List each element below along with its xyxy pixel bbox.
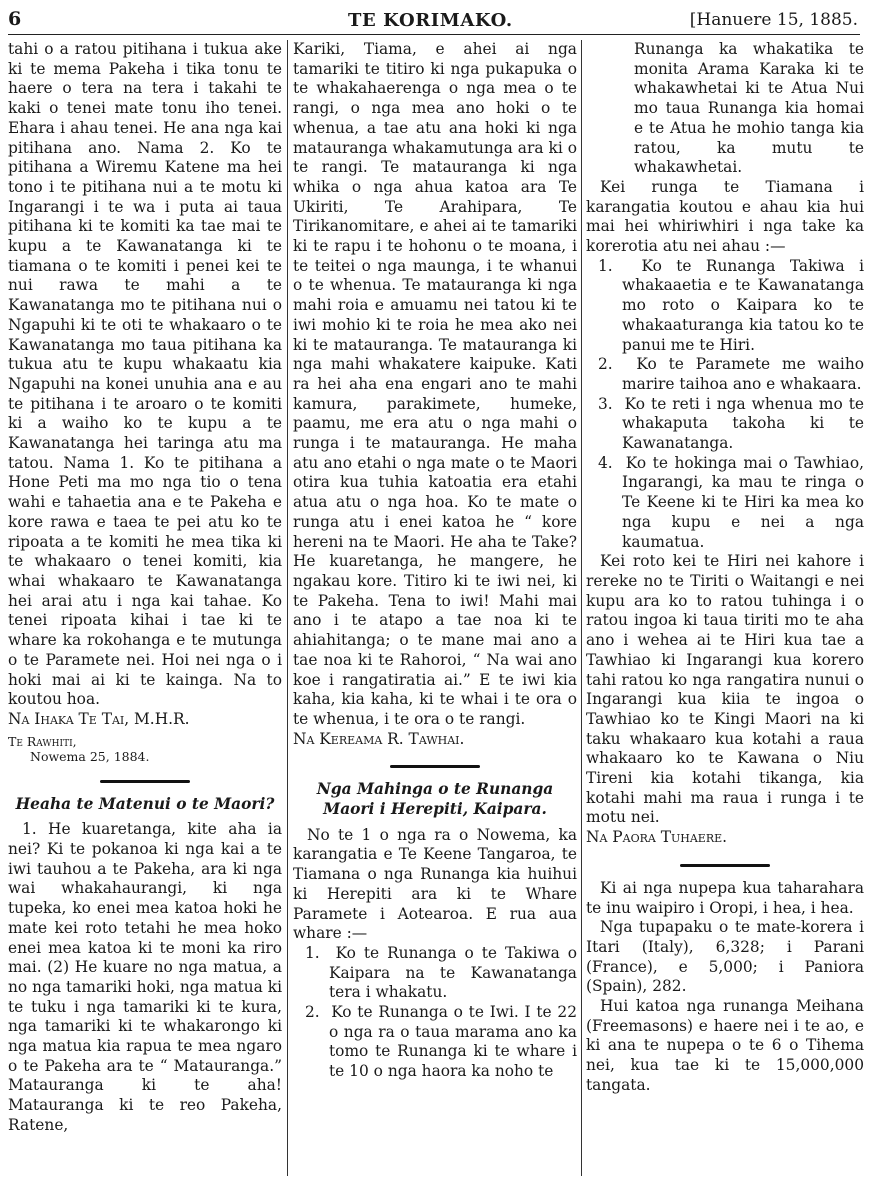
list-item-text: Ko te hokinga mai o Tawhiao, Ingarangi, ka mau te ringa o Te Keene ki te Hiri ka mea ko nga kupu e nei a nga kaumatua. (622, 453, 864, 551)
article-heading: Nga Mahinga o te Runanga Maori i Herepiti, Kaipara. (316, 780, 554, 819)
letter-dateline (8, 734, 282, 764)
letter-body: tahi o a ratou pitihana i tukua ake ki te mema Pakeha i tika tonu te haere o tera na tera i takahi te kaki o tenei mate tonu iho tenei. Ehara i ahau tenei. He ana nga kai pitihana ano. Nama 2. Ko te pitihana a Wiremu Katene ma hei tono i te pitihana nui a te motu ki Ingarangi i te wa i puta ai taua pitihana ki te komiti ka tae mai te kupu a te Kawanatanga ki te tiamana o te komiti i penei kei te nui rawa te mahi a te Kawanatanga mo te pitihana nui o Ngapuhi ki te oti te whakaaro o te Kawanatanga mo taua pitihana ka tukua atu te kupu whakaatu kia Ngapuhi na konei unuhia ana e au te pitihana i te aroaro o te komiti ki a waiho ko te kupu a te Kawanatanga hei taringa atu ma tatou. Nama 1. Ko te pitihana a Hone Peti ma mo nga tio o tena wahi e tahaetia ana e te Pakeha e kore rawa e taea te pei atu ko te ripoata a te komiti he mea tika ki te whakaaro o tenei komiti, kia whai whakaaro te Kawanatanga hei arai atu i nga kai tahae. Ko tenei ripoata kihai i tae ki te whare ka rokohanga e te mutunga o te Paramete nei. Hoi nei nga o i hoki mai ai ki te kainga. Na to koutou hoa. (8, 40, 282, 709)
section-divider (390, 765, 480, 768)
column-rule-1 (287, 40, 288, 1176)
news-item: Ki ai nga nupepa kua taharahara te inu waipiro i Oropi, i hea, i hea. (586, 878, 864, 917)
dateline-place: Te Rawhiti, (8, 733, 77, 749)
section-divider (100, 780, 190, 783)
article-body: No te 1 o nga ra o Nowema, ka karangatia e Te Keene Tangaroa, te Tiamana o nga Runanga kia huihui ki Herepiti ara ki te Whare Paramete i Aotearoa. E rua aua whare :— (293, 825, 577, 943)
page-header (8, 6, 860, 35)
masthead-title: TE KORIMAKO. (348, 10, 513, 31)
article-signature: Na Paora Tuhaere. (586, 828, 728, 847)
article-body: Kei roto kei te Hiri nei kahore i rereke no te Tiriti o Waitangi e nei kupu ara ko to ratou tuhinga i o ratou ingoa ki taua tiriti mo te aha ano i wehea ai te Hiri kua tae a Tawhiao ki Ingarangi kua korero tahi ratou ko nga rangatira nunui o Ingarangi kua kiia te ingoa o Tawhiao ko te Kingi Maori na ki taku whakaaro kua kotahi a raua whakaaro ko te Kawana o Niu Tireni kia kotahi tikanga, kia kotahi mahi ma raua i runga i te motu nei. (586, 552, 864, 827)
list-item (586, 395, 864, 454)
list-item (293, 1003, 577, 1082)
article-signature: Na Kereama R. Tawhai. (293, 729, 465, 748)
dateline-date: Nowema 25, 1884. (30, 748, 150, 764)
list-item-text: Ko te reti i nga whenua mo te whakaputa takoha ki te Kawanatanga. (622, 394, 864, 453)
list-item-text: Ko te Runanga o te Takiwa o Kaipara na te Kawanatanga tera i whakatu. (329, 943, 577, 1002)
list-item-number: 1. (598, 256, 613, 275)
article-body-continued: Kariki, Tiama, e ahei ai nga tamariki te titiro ki nga pukapuka o te whakahaerenga o nga mea o te rangi, o nga mea ano hoki o te whenua, a tae atu ana hoki ki nga matauranga whakamutunga ara ki o te rangi. Te matauranga ki nga whika o nga ahua katoa ara Te Ukiriti, Te Arahipara, Te Tirikanomitare, e ahei ai te tamariki ki te rapu i te hohonu o te moana, i te teitei o nga maunga, i te whanui o te whenua. Te matauranga ki nga mahi roia e amuamu nei tatou ki te iwi mohio ki te roia he mea ako nei ki te matauranga. Te matauranga ki nga mahi whakatere kaipuke. Kati ra hei aha ena engari ano te mahi kamura, parakimete, humeke, paamu, me era atu o nga mahi o runga i te matauranga. He maha atu ano etahi o nga mate o te Maori otira kua tuhia katoatia era etahi atua atu o nga hoa. Ko te mate o runga atu i enei katoa he “ kore hereni na te Maori. He aha te Take? He kuaretanga, he mangere, he ngakau kore. Titiro ki te iwi nei, ki te Pakeha. Tena to iwi! Mahi mai ano i te atapo a tae noa ki te ahiahitanga; o te mane mai ano a tae noa ki te Rahoroi, “ Na wai ano koe i rangatiratia ai.” E te iwi kia kaha, kia kaha, ki te whai i te ora o te whenua, i te ora o te rangi. (293, 40, 577, 728)
list-item-number: 3. (598, 394, 613, 413)
page-number: 6 (8, 8, 22, 30)
list-item-number: 4. (598, 453, 613, 472)
list-item (586, 454, 864, 553)
article-heading: Heaha te Matenui o te Maori? (15, 794, 275, 813)
list-item-text: Ko te Runanga o te Iwi. I te 22 o nga ra o taua marama ano ka tomo te Runanga ki te whare i te 10 o nga haora ka noho te (329, 1003, 577, 1081)
list-item (586, 257, 864, 356)
article-body: 1. He kuaretanga, kite aha ia nei? Ki te pokanoa ki nga kai a te iwi tauhou a te Pakeha, ara ki nga wai whakahaurangi, ki nga tupeka, ko enei mea katoa hoki he mate kei roto tetahi he mea hoko enei mea katoa ki te moni ka riro mai. (2) He kuare no nga matua, a no nga tamariki hoki, nga matua ki te tuku i nga tamariki ki te kura, nga tamariki ki te whakarongo ki nga matua kia rapua te mea ngaro o te Pakeha ara te “ Matauranga.” Matauranga ki te aha! Matauranga ki te reo Pakeha, Ratene, (8, 820, 282, 1134)
list-item-text: Ko te Runanga Takiwa i whakaaetia e te Kawanatanga mo roto o Kaipara ko te whakaaturanga kia tatou ko te panui me te Hiri. (622, 256, 864, 354)
list-item-text: Ko te Paramete me waiho marire taihoa ano e whakaara. (622, 355, 864, 393)
issue-date: [Hanuere 15, 1885. (689, 10, 858, 30)
list-item (293, 944, 577, 1003)
column-1 (8, 40, 282, 1175)
list-item (586, 355, 864, 394)
list-item-number: 2. (598, 355, 613, 374)
news-item: Hui katoa nga runanga Meihana (Freemasons) e haere nei i te ao, e ki ana te nupepa o te 6 o Tihema nei, kua tae ki te 15,000,000 tangata. (586, 997, 864, 1094)
list-item-number: 2. (305, 1003, 320, 1022)
section-divider (680, 864, 770, 867)
news-item: Nga tupapaku o te mate-korera i Itari (Italy), 6,328; i Parani (France), e 5,000; i Paniora (Spain), 282. (586, 918, 864, 996)
column-2 (293, 40, 577, 1175)
article-body: Kei runga te Tiamana i karangatia koutou e ahau kia hui mai hei whiriwhiri i nga take ka korerotia atu nei ahau :— (586, 177, 864, 256)
column-rule-2 (581, 40, 582, 1176)
list-item-number: 1. (305, 943, 320, 962)
letter-signature: Na Ihaka Te Tai, M.H.R. (8, 709, 190, 728)
column-3 (586, 40, 864, 1175)
article-body-continued: Runanga ka whakatika te monita Arama Karaka ki te whakawhetai ki te Atua Nui mo taua Runanga kia homai e te Atua he mohio tanga kia ratou, ka mutu te whakawhetai. (634, 40, 864, 177)
